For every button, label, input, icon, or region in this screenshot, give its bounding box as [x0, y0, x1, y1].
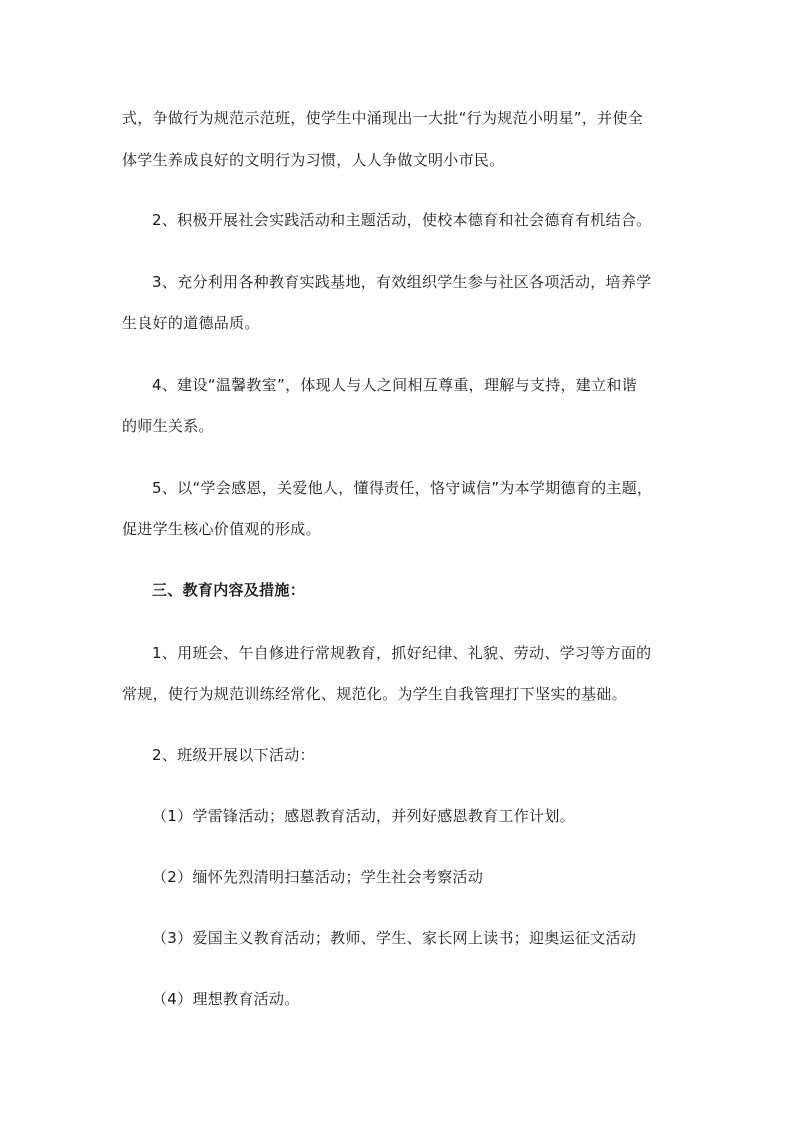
list-item: （3）爱国主义教育活动；教师、学生、家长网上读书；迎奥运征文活动 — [152, 929, 637, 947]
paragraph-line: 体学生养成良好的文明行为习惯，人人争做文明小市民。 — [122, 151, 505, 169]
paragraph-line: 常规，使行为规范训练经常化、规范化。为学生自我管理打下坚实的基础。 — [122, 685, 627, 703]
list-item: （4）理想教育活动。 — [152, 990, 300, 1008]
paragraph-line: 3、充分利用各种教育实践基地，有效组织学生参与社区各项活动，培养学 — [152, 273, 652, 291]
list-item: （1）学雷锋活动；感恩教育活动，并列好感恩教育工作计划。 — [152, 807, 575, 825]
paragraph-line: 促进学生核心价值观的形成。 — [122, 520, 321, 538]
section-heading: 三、教育内容及措施： — [152, 581, 306, 599]
paragraph-line: 式，争做行为规范示范班，使学生中涌现出一大批“行为规范小明星”，并使全 — [122, 109, 644, 127]
paragraph-line: 1、用班会、午自修进行常规教育，抓好纪律、礼貌、劳动、学习等方面的 — [152, 644, 652, 662]
paragraph-line: 4、建设“温馨教室”，体现人与人之间相互尊重，理解与支持，建立和谐 — [152, 376, 637, 394]
list-item: （2）缅怀先烈清明扫墓活动；学生社会考察活动 — [152, 868, 484, 886]
paragraph-line: 生良好的道德品质。 — [122, 314, 260, 332]
paragraph-line: 2、积极开展社会实践活动和主题活动，使校本德育和社会德育有机结合。 — [152, 211, 652, 229]
paragraph-line: 5、以“学会感恩，关爱他人，懂得责任，恪守诚信”为本学期德育的主题， — [152, 479, 653, 497]
paragraph-line: 2、班级开展以下活动： — [152, 746, 315, 764]
paragraph-line: 的师生关系。 — [122, 417, 214, 435]
